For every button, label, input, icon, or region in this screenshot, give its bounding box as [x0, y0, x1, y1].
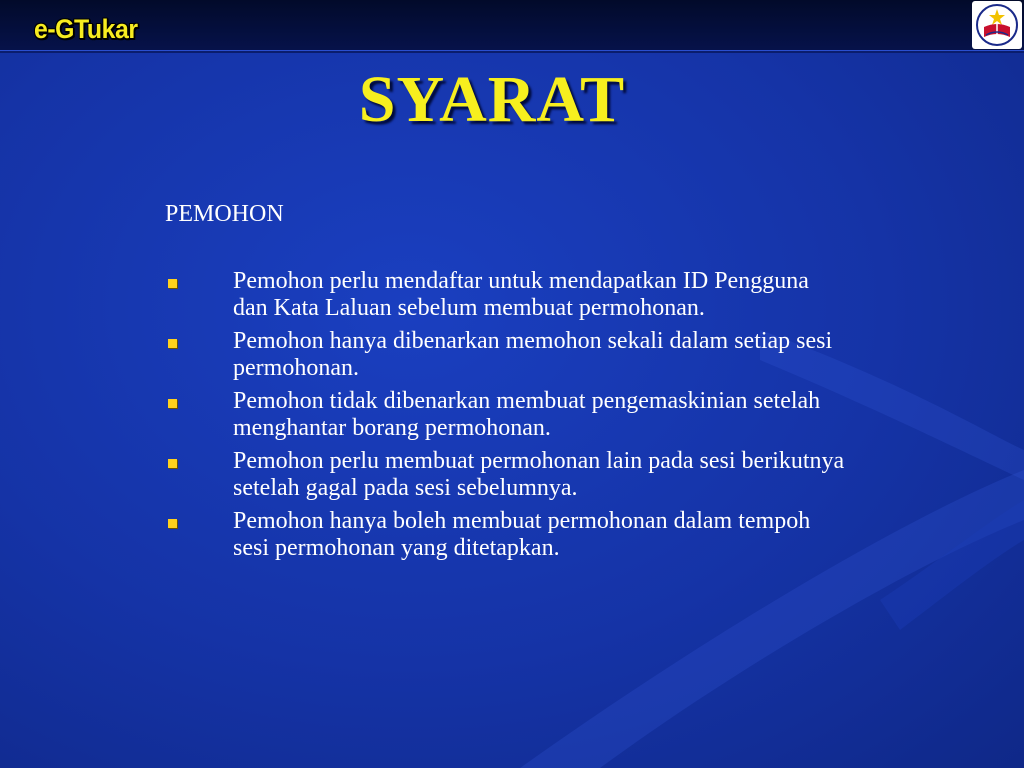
top-bar: [0, 0, 1024, 52]
top-bar-divider: [0, 51, 1024, 53]
square-bullet-icon: [168, 399, 177, 408]
square-bullet-icon: [168, 339, 177, 348]
list-item: [165, 448, 845, 502]
list-item-text: Pemohon perlu membuat permohonan lain pada sesi berikutnya setelah gagal pada sesi sebelumnya.: [233, 448, 845, 501]
brand-logo-text: e-GTukar: [34, 14, 138, 44]
list-item: [165, 388, 845, 442]
list-item: [165, 268, 845, 322]
list-item-text: Pemohon tidak dibenarkan membuat pengemaskinian setelah menghantar borang permohonan.: [233, 388, 821, 441]
ministry-emblem-icon: [972, 1, 1022, 49]
square-bullet-icon: [168, 459, 177, 468]
square-bullet-icon: [168, 279, 177, 288]
list-item: [165, 328, 845, 382]
requirements-list: [165, 268, 845, 568]
list-item: [165, 508, 845, 562]
list-item-text: Pemohon perlu mendaftar untuk mendapatkan ID Pengguna dan Kata Laluan sebelum membuat permohonan.: [233, 268, 809, 321]
section-label: PEMOHON: [165, 201, 284, 227]
square-bullet-icon: [168, 519, 177, 528]
slide-title: SYARAT: [358, 63, 626, 136]
list-item-text: Pemohon hanya boleh membuat permohonan dalam tempoh sesi permohonan yang ditetapkan.: [233, 508, 811, 561]
list-item-text: Pemohon hanya dibenarkan memohon sekali dalam setiap sesi permohonan.: [233, 328, 833, 381]
